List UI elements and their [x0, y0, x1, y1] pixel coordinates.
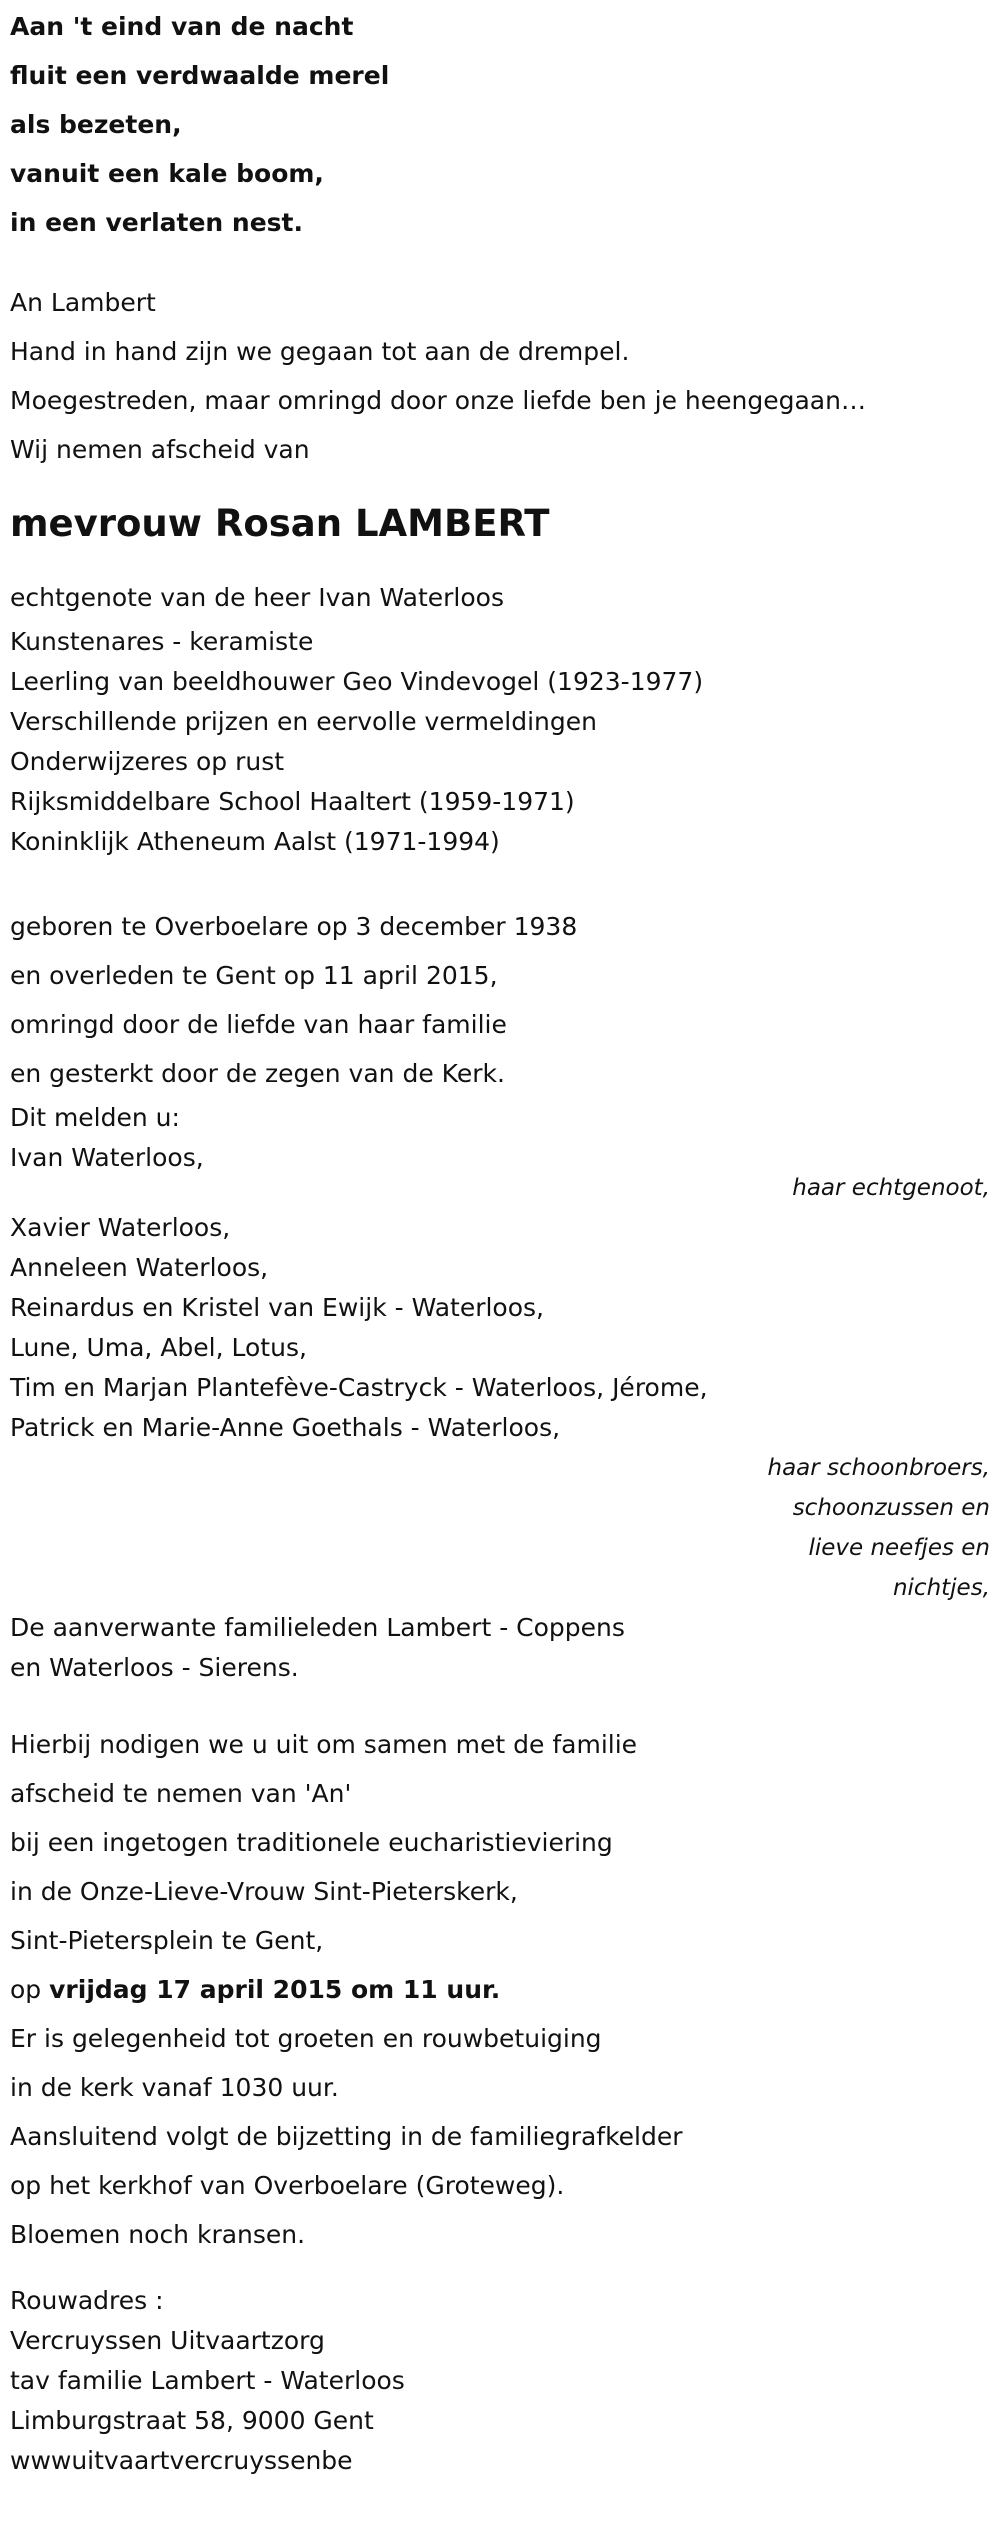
poem-line: vanuit een kale boom,	[10, 159, 324, 188]
poem-line: als bezeten,	[10, 110, 182, 139]
service-line: Hierbij nodigen we u uit om samen met de familie	[10, 1730, 638, 1759]
service-date-line	[10, 1965, 990, 2014]
bio-line: Verschillende prijzen en eervolle vermeldingen	[10, 707, 597, 736]
obituary-page	[10, 0, 990, 2481]
website-link[interactable]: wwwuitvaartvercruyssenbe	[10, 2446, 353, 2475]
family-line: Anneleen Waterloos,	[10, 1253, 269, 1282]
family-line: Lune, Uma, Abel, Lotus,	[10, 1333, 307, 1362]
address-line: tav familie Lambert - Waterloos	[10, 2366, 405, 2395]
service-line: Er is gelegenheid tot groeten en rouwbetuiging	[10, 2024, 602, 2053]
service-date: vrijdag 17 april 2015 om 11 uur.	[49, 1975, 501, 2004]
service-line: Bloemen noch kransen.	[10, 2220, 306, 2249]
address-line: Rouwadres :	[10, 2286, 164, 2315]
family-line: Patrick en Marie-Anne Goethals - Waterloos,	[10, 1413, 561, 1442]
life-line: en overleden te Gent op 11 april 2015,	[10, 961, 498, 990]
life-line: geboren te Overboelare op 3 december 1938	[10, 912, 578, 941]
condolence-address	[10, 2281, 990, 2481]
family-role-line: schoonzussen en	[792, 1495, 990, 1521]
biography	[10, 622, 990, 862]
poem-line: Aan 't eind van de nacht	[10, 12, 354, 41]
poem-line: in een verlaten nest.	[10, 208, 303, 237]
relatives-line: De aanverwante familieleden Lambert - Coppens	[10, 1613, 625, 1642]
intro-line: Moegestreden, maar omringd door onze liefde ben je heengegaan…	[10, 386, 866, 415]
family-line: Tim en Marjan Plantefève-Castryck - Waterloos, Jérome,	[10, 1373, 708, 1402]
intro-line: Wij nemen afscheid van	[10, 435, 310, 464]
service-date-prefix: op	[10, 1975, 50, 2004]
funeral-service	[10, 1720, 990, 2259]
intro-line: An Lambert	[10, 288, 156, 317]
intro-line: Hand in hand zijn we gegaan tot aan de drempel.	[10, 337, 630, 366]
service-line: bij een ingetogen traditionele eucharistieviering	[10, 1828, 613, 1857]
service-line: Aansluitend volgt de bijzetting in de familiegrafkelder	[10, 2122, 683, 2151]
bio-line: Kunstenares - keramiste	[10, 627, 314, 656]
deceased-name: mevrouw Rosan LAMBERT	[10, 502, 550, 545]
family-role	[10, 1448, 990, 1608]
spouse-name: Ivan Waterloos,	[10, 1143, 204, 1172]
family-line: Xavier Waterloos,	[10, 1213, 231, 1242]
spouse-line: echtgenote van de heer Ivan Waterloos	[10, 583, 504, 612]
spouse-role: haar echtgenoot,	[792, 1175, 990, 1201]
service-line: in de Onze-Lieve-Vrouw Sint-Pieterskerk,	[10, 1877, 518, 1906]
service-line: op het kerkhof van Overboelare (Groteweg).	[10, 2171, 565, 2200]
announce-intro: Dit melden u:	[10, 1103, 180, 1132]
family-role-line: nichtjes,	[892, 1575, 990, 1601]
intro	[10, 278, 990, 474]
family-line: Reinardus en Kristel van Ewijk - Waterloos,	[10, 1293, 544, 1322]
poem-line: fluit een verdwaalde merel	[10, 61, 390, 90]
bio-line: Koninklijk Atheneum Aalst (1971-1994)	[10, 827, 500, 856]
service-line: in de kerk vanaf 1030 uur.	[10, 2073, 339, 2102]
bio-line: Onderwijzeres op rust	[10, 747, 285, 776]
life-line: omringd door de liefde van haar familie	[10, 1010, 507, 1039]
address-line: Limburgstraat 58, 9000 Gent	[10, 2406, 374, 2435]
poem	[10, 2, 990, 247]
relatives-line: en Waterloos - Sierens.	[10, 1653, 299, 1682]
life-dates	[10, 902, 990, 1098]
life-line: en gesterkt door de zegen van de Kerk.	[10, 1059, 505, 1088]
bio-line: Leerling van beeldhouwer Geo Vindevogel (1923-1977)	[10, 667, 704, 696]
bio-line: Rijksmiddelbare School Haaltert (1959-1971)	[10, 787, 575, 816]
address-line: Vercruyssen Uitvaartzorg	[10, 2326, 325, 2355]
family-role-line: lieve neefjes en	[808, 1535, 990, 1561]
announcement	[10, 1098, 990, 1688]
family-role-line: haar schoonbroers,	[767, 1455, 990, 1481]
service-line: afscheid te nemen van 'An'	[10, 1779, 352, 1808]
service-line: Sint-Pietersplein te Gent,	[10, 1926, 324, 1955]
